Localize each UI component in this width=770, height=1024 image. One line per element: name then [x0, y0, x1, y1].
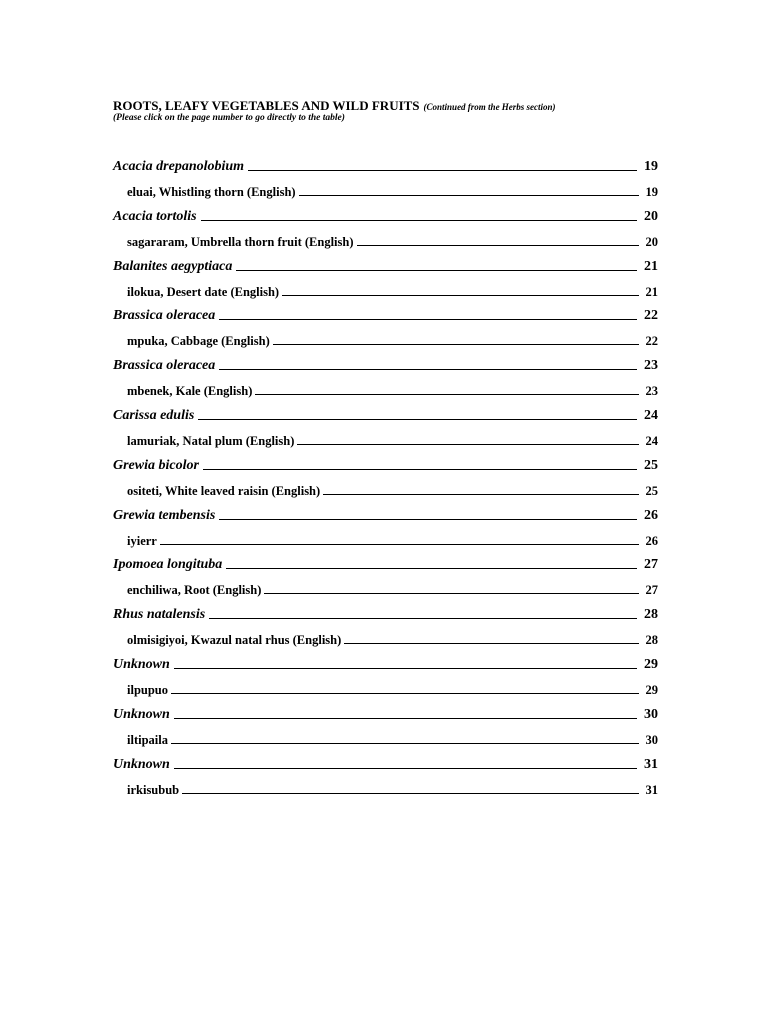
toc-entry: [113, 703, 658, 753]
toc-entry: [113, 304, 658, 354]
dot-leader: [182, 793, 639, 794]
dot-leader: [219, 369, 637, 370]
toc-row-common[interactable]: [127, 282, 658, 300]
page-subtitle: (Please click on the page number to go directly to the table): [113, 113, 345, 123]
toc-row-scientific[interactable]: [113, 753, 658, 773]
dot-leader: [264, 593, 639, 594]
toc-row-common[interactable]: [127, 730, 658, 748]
toc-row-scientific[interactable]: [113, 703, 658, 723]
scientific-name: Unknown: [113, 706, 170, 722]
common-name: irkisubub: [127, 782, 180, 797]
common-name: sagararam, Umbrella thorn fruit (English): [127, 234, 354, 249]
toc-entry: [113, 553, 658, 603]
page-number-link[interactable]: 23: [644, 358, 658, 374]
page-number-link[interactable]: 30: [644, 706, 658, 722]
page-number-link[interactable]: 30: [645, 732, 658, 747]
scientific-name: Brassica oleracea: [113, 308, 216, 324]
dot-leader: [236, 270, 637, 271]
toc-row-common[interactable]: [127, 531, 658, 549]
toc-row-scientific[interactable]: [113, 354, 658, 374]
page-number-link[interactable]: 25: [644, 457, 658, 473]
common-name: lamuriak, Natal plum (English): [127, 433, 295, 448]
page-number-link[interactable]: 28: [645, 633, 658, 648]
dot-leader: [171, 693, 639, 694]
dot-leader: [323, 494, 639, 495]
toc-row-common[interactable]: [127, 630, 658, 648]
dot-leader: [201, 220, 637, 221]
dot-leader: [226, 568, 637, 569]
common-name: olmisigiyoi, Kwazul natal rhus (English): [127, 633, 342, 648]
dot-leader: [203, 469, 637, 470]
toc-entry: [113, 404, 658, 454]
toc-row-scientific[interactable]: [113, 255, 658, 275]
page-title: ROOTS, LEAFY VEGETABLES AND WILD FRUITS: [113, 98, 420, 113]
dot-leader: [160, 544, 639, 545]
scientific-name: Unknown: [113, 656, 170, 672]
dot-leader: [198, 419, 637, 420]
common-name: ositeti, White leaved raisin (English): [127, 483, 321, 498]
toc-row-common[interactable]: [127, 182, 658, 200]
scientific-name: Grewia tembensis: [113, 507, 216, 523]
dot-leader: [219, 319, 637, 320]
toc-row-common[interactable]: [127, 780, 658, 798]
dot-leader: [344, 643, 639, 644]
toc-entry: [113, 454, 658, 504]
dot-leader: [255, 394, 639, 395]
dot-leader: [248, 170, 637, 171]
toc-entry: [113, 653, 658, 703]
toc-row-scientific[interactable]: [113, 653, 658, 673]
page-number-link[interactable]: 23: [645, 384, 658, 399]
page-number-link[interactable]: 28: [644, 607, 658, 623]
toc-row-scientific[interactable]: [113, 404, 658, 424]
page-number-link[interactable]: 22: [645, 334, 658, 349]
page-number-link[interactable]: 24: [645, 433, 658, 448]
toc-row-common[interactable]: [127, 680, 658, 698]
toc-row-common[interactable]: [127, 232, 658, 250]
toc-row-scientific[interactable]: [113, 603, 658, 623]
toc-row-common[interactable]: [127, 331, 658, 349]
page-number-link[interactable]: 27: [644, 557, 658, 573]
common-name: ilokua, Desert date (English): [127, 284, 280, 299]
toc-row-scientific[interactable]: [113, 155, 658, 175]
toc-row-scientific[interactable]: [113, 553, 658, 573]
common-name: ilpupuo: [127, 682, 169, 697]
toc-entry: [113, 504, 658, 554]
dot-leader: [273, 344, 639, 345]
toc-entry: [113, 255, 658, 305]
scientific-name: Ipomoea longituba: [113, 557, 223, 573]
toc-entry: [113, 155, 658, 205]
toc-row-scientific[interactable]: [113, 504, 658, 524]
page-number-link[interactable]: 31: [644, 756, 658, 772]
page-number-link[interactable]: 29: [644, 656, 658, 672]
scientific-name: Acacia drepanolobium: [113, 159, 245, 174]
common-name: mbenek, Kale (English): [127, 384, 253, 399]
toc-entry: [113, 753, 658, 803]
page-number-link[interactable]: 29: [645, 682, 658, 697]
toc-row-common[interactable]: [127, 381, 658, 399]
toc-row-common[interactable]: [127, 431, 658, 449]
page-number-link[interactable]: 19: [645, 185, 658, 199]
scientific-name: Acacia tortolis: [113, 208, 197, 224]
toc-row-common[interactable]: [127, 580, 658, 598]
page-number-link[interactable]: 19: [644, 159, 658, 174]
page-number-link[interactable]: 21: [645, 284, 658, 299]
dot-leader: [299, 195, 639, 196]
toc-entry: [113, 205, 658, 255]
common-name: eluai, Whistling thorn (English): [127, 185, 296, 199]
common-name: enchiliwa, Root (English): [127, 583, 262, 598]
scientific-name: Unknown: [113, 756, 170, 772]
scientific-name: Rhus natalensis: [113, 607, 206, 623]
toc-row-scientific[interactable]: [113, 304, 658, 324]
toc-row-common[interactable]: [127, 481, 658, 499]
dot-leader: [174, 768, 637, 769]
page-number-link[interactable]: 20: [645, 234, 658, 249]
dot-leader: [171, 743, 639, 744]
table-of-contents: [113, 155, 658, 802]
page-number-link[interactable]: 21: [644, 258, 658, 274]
toc-row-scientific[interactable]: [113, 454, 658, 474]
page-number-link[interactable]: 26: [645, 533, 658, 548]
dot-leader: [174, 668, 637, 669]
scientific-name: Grewia bicolor: [113, 457, 199, 473]
page-number-link[interactable]: 31: [645, 782, 658, 797]
dot-leader: [297, 444, 639, 445]
common-name: iltipaila: [127, 732, 168, 747]
toc-row-scientific[interactable]: [113, 205, 658, 225]
toc-entry: [113, 354, 658, 404]
dot-leader: [209, 618, 637, 619]
page-number-link[interactable]: 26: [644, 507, 658, 523]
scientific-name: Carissa edulis: [113, 407, 195, 423]
scientific-name: Balanites aegyptiaca: [113, 258, 233, 274]
common-name: mpuka, Cabbage (English): [127, 334, 270, 349]
toc-entry: [113, 603, 658, 653]
scientific-name: Brassica oleracea: [113, 358, 216, 374]
page-number-link[interactable]: 20: [644, 208, 658, 224]
dot-leader: [174, 718, 637, 719]
common-name: iyierr: [127, 533, 157, 548]
title-note: (Continued from the Herbs section): [423, 102, 556, 112]
dot-leader: [219, 519, 637, 520]
page-number-link[interactable]: 27: [645, 583, 658, 598]
page-number-link[interactable]: 24: [644, 407, 658, 423]
page-number-link[interactable]: 22: [644, 308, 658, 324]
page-number-link[interactable]: 25: [645, 483, 658, 498]
dot-leader: [357, 245, 640, 246]
dot-leader: [282, 295, 639, 296]
